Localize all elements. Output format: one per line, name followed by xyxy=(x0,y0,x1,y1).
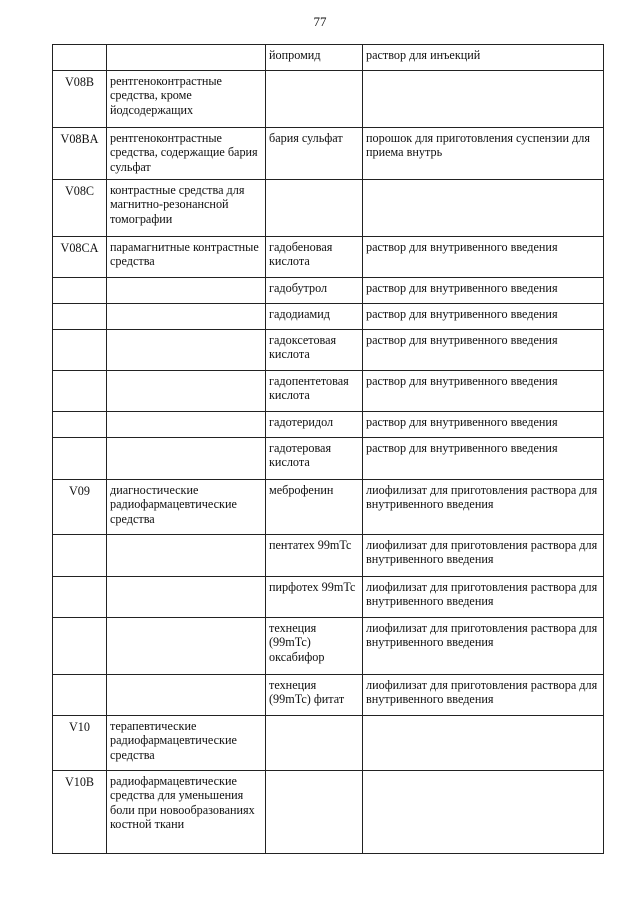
group-name-cell: рентгеноконтрастные средства, содержащие бария сульфат xyxy=(107,128,266,180)
group-name-cell xyxy=(107,675,266,716)
dosage-form-cell xyxy=(363,716,604,771)
atc-code-cell xyxy=(53,412,107,438)
atc-code-cell xyxy=(53,278,107,304)
table-row xyxy=(53,45,604,71)
dosage-form-cell: лиофилизат для приготовления раствора для внутривенного введения xyxy=(363,480,604,535)
table-row xyxy=(53,438,604,480)
drug-name-cell: технеция (99mTc) оксабифор xyxy=(266,618,363,675)
atc-code-cell xyxy=(53,371,107,412)
group-name-cell xyxy=(107,304,266,330)
table-row xyxy=(53,330,604,371)
group-name-cell xyxy=(107,330,266,371)
drug-name-cell: пентатех 99mTc xyxy=(266,535,363,577)
table-row xyxy=(53,618,604,675)
dosage-form-cell: лиофилизат для приготовления раствора для внутривенного введения xyxy=(363,577,604,618)
drug-name-cell xyxy=(266,716,363,771)
atc-code-cell: V08BA xyxy=(53,128,107,180)
table-row xyxy=(53,480,604,535)
group-name-cell: парамагнитные контрастные средства xyxy=(107,237,266,278)
atc-code-cell xyxy=(53,675,107,716)
dosage-form-cell: лиофилизат для приготовления раствора для внутривенного введения xyxy=(363,618,604,675)
table-row xyxy=(53,716,604,771)
atc-code-cell: V08C xyxy=(53,180,107,237)
atc-code-cell xyxy=(53,577,107,618)
drug-name-cell xyxy=(266,771,363,854)
drug-name-cell xyxy=(266,180,363,237)
dosage-form-cell xyxy=(363,771,604,854)
group-name-cell: радиофармацевтические средства для уменьшения боли при новообразованиях костной ткани xyxy=(107,771,266,854)
group-name-cell xyxy=(107,45,266,71)
table-row xyxy=(53,535,604,577)
table-row xyxy=(53,412,604,438)
dosage-form-cell: раствор для внутривенного введения xyxy=(363,278,604,304)
atc-code-cell xyxy=(53,330,107,371)
drug-name-cell: гадодиамид xyxy=(266,304,363,330)
table-row xyxy=(53,304,604,330)
group-name-cell xyxy=(107,535,266,577)
group-name-cell: рентгеноконтрастные средства, кроме йодсодержащих xyxy=(107,71,266,128)
group-name-cell: диагностические радиофармацевтические средства xyxy=(107,480,266,535)
group-name-cell xyxy=(107,371,266,412)
atc-code-cell: V08B xyxy=(53,71,107,128)
group-name-cell: терапевтические радиофармацевтические средства xyxy=(107,716,266,771)
dosage-form-cell: раствор для внутривенного введения xyxy=(363,237,604,278)
atc-code-cell: V10 xyxy=(53,716,107,771)
group-name-cell xyxy=(107,412,266,438)
group-name-cell xyxy=(107,618,266,675)
drug-name-cell: технеция (99mTc) фитат xyxy=(266,675,363,716)
table-row xyxy=(53,675,604,716)
table-row xyxy=(53,771,604,854)
dosage-form-cell: раствор для инъекций xyxy=(363,45,604,71)
table-row xyxy=(53,128,604,180)
atc-code-cell: V08CA xyxy=(53,237,107,278)
drug-name-cell: гадобутрол xyxy=(266,278,363,304)
dosage-form-cell xyxy=(363,71,604,128)
table-row xyxy=(53,180,604,237)
atc-code-cell xyxy=(53,304,107,330)
atc-code-cell: V10B xyxy=(53,771,107,854)
group-name-cell xyxy=(107,278,266,304)
table-body xyxy=(53,45,604,854)
dosage-form-cell: раствор для внутривенного введения xyxy=(363,304,604,330)
drug-table xyxy=(52,44,604,854)
table-row xyxy=(53,71,604,128)
atc-code-cell xyxy=(53,438,107,480)
dosage-form-cell: раствор для внутривенного введения xyxy=(363,371,604,412)
drug-name-cell: гадоксетовая кислота xyxy=(266,330,363,371)
drug-name-cell: гадотеридол xyxy=(266,412,363,438)
table-row xyxy=(53,237,604,278)
drug-name-cell xyxy=(266,71,363,128)
page-number: 77 xyxy=(313,14,327,29)
drug-name-cell: гадотеровая кислота xyxy=(266,438,363,480)
dosage-form-cell: раствор для внутривенного введения xyxy=(363,412,604,438)
group-name-cell xyxy=(107,438,266,480)
atc-code-cell xyxy=(53,535,107,577)
atc-code-cell xyxy=(53,618,107,675)
drug-name-cell: гадопентетовая кислота xyxy=(266,371,363,412)
group-name-cell: контрастные средства для магнитно-резонансной томографии xyxy=(107,180,266,237)
drug-name-cell: бария сульфат xyxy=(266,128,363,180)
drug-name-cell: меброфенин xyxy=(266,480,363,535)
drug-name-cell: пирфотех 99mTc xyxy=(266,577,363,618)
atc-code-cell xyxy=(53,45,107,71)
dosage-form-cell: лиофилизат для приготовления раствора для внутривенного введения xyxy=(363,535,604,577)
dosage-form-cell: порошок для приготовления суспензии для приема внутрь xyxy=(363,128,604,180)
drug-name-cell: гадобеновая кислота xyxy=(266,237,363,278)
dosage-form-cell: лиофилизат для приготовления раствора для внутривенного введения xyxy=(363,675,604,716)
atc-code-cell: V09 xyxy=(53,480,107,535)
group-name-cell xyxy=(107,577,266,618)
table-row xyxy=(53,577,604,618)
dosage-form-cell: раствор для внутривенного введения xyxy=(363,330,604,371)
dosage-form-cell: раствор для внутривенного введения xyxy=(363,438,604,480)
dosage-form-cell xyxy=(363,180,604,237)
drug-name-cell: йопромид xyxy=(266,45,363,71)
table-row xyxy=(53,278,604,304)
table-row xyxy=(53,371,604,412)
